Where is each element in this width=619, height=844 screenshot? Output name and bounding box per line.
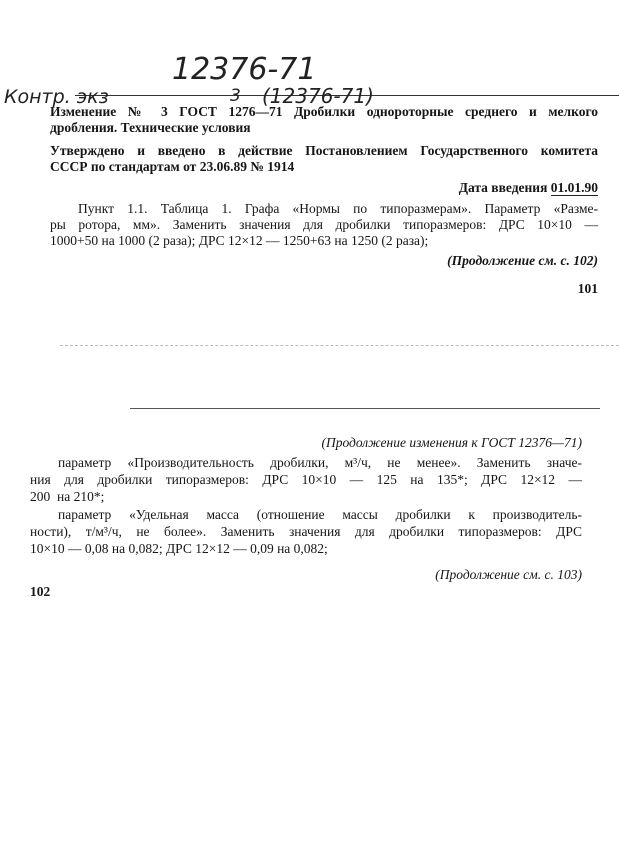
title-line: Изменение № 3 ГОСТ 1276—71 Дробилки однороторные среднего и мелкого (50, 104, 598, 119)
body-line: ности), т/м³/ч, не более». Заменить значения для дробилки типоразмеров: ДРС (30, 524, 582, 539)
body-line: ния для дробилки типоразмеров: ДРС 10×10 — 125 на 135*; ДРС 12×12 — (30, 472, 582, 487)
continuation-header: (Продолжение изменения к ГОСТ 12376—71) (321, 435, 582, 450)
continuation-note: (Продолжение см. с. 103) (435, 567, 582, 582)
body-line: Пункт 1.1. Таблица 1. Графа «Нормы по типоразмерам». Параметр «Разме- (78, 201, 598, 216)
page-divider (130, 408, 600, 409)
handwritten-control-copy: Контр. экз (4, 86, 109, 108)
body-line: параметр «Удельная масса (отношение массы дробилки к производитель- (58, 507, 582, 522)
effective-date (459, 180, 598, 196)
handwritten-change-number: 3 (230, 86, 241, 106)
effective-date-label: Дата введения (458, 180, 548, 195)
handwritten-standard-number: 12376-71 (172, 52, 317, 87)
page-number: 101 (577, 281, 598, 296)
body-line: 200 на 210*; (30, 489, 105, 504)
body-line: параметр «Производительность дробилки, м³/ч, не менее». Заменить значе- (58, 455, 582, 470)
approval-line: Утверждено и введено в действие Постановлением Государственного комитета (50, 143, 598, 158)
body-line: ры ротора, мм». Заменить значения для дробилки типоразмеров: ДРС 10×10 — (50, 217, 598, 232)
scan-noise-line (60, 345, 619, 346)
continuation-note: (Продолжение см. с. 102) (447, 253, 598, 268)
body-line: 10×10 — 0,08 на 0,082; ДРС 12×12 — 0,09 на 0,082; (30, 541, 328, 556)
body-line: 1000+50 на 1000 (2 раза); ДРС 12×12 — 1250+63 на 1250 (2 раза); (50, 233, 429, 248)
effective-date-value: 01.01.90 (550, 180, 598, 195)
title-line: дробления. Технические условия (50, 120, 251, 135)
approval-line: СССР по стандартам от 23.06.89 № 1914 (50, 159, 295, 174)
page-number: 102 (30, 584, 51, 599)
handwritten-gost-reference: (12376-71) (262, 84, 374, 108)
